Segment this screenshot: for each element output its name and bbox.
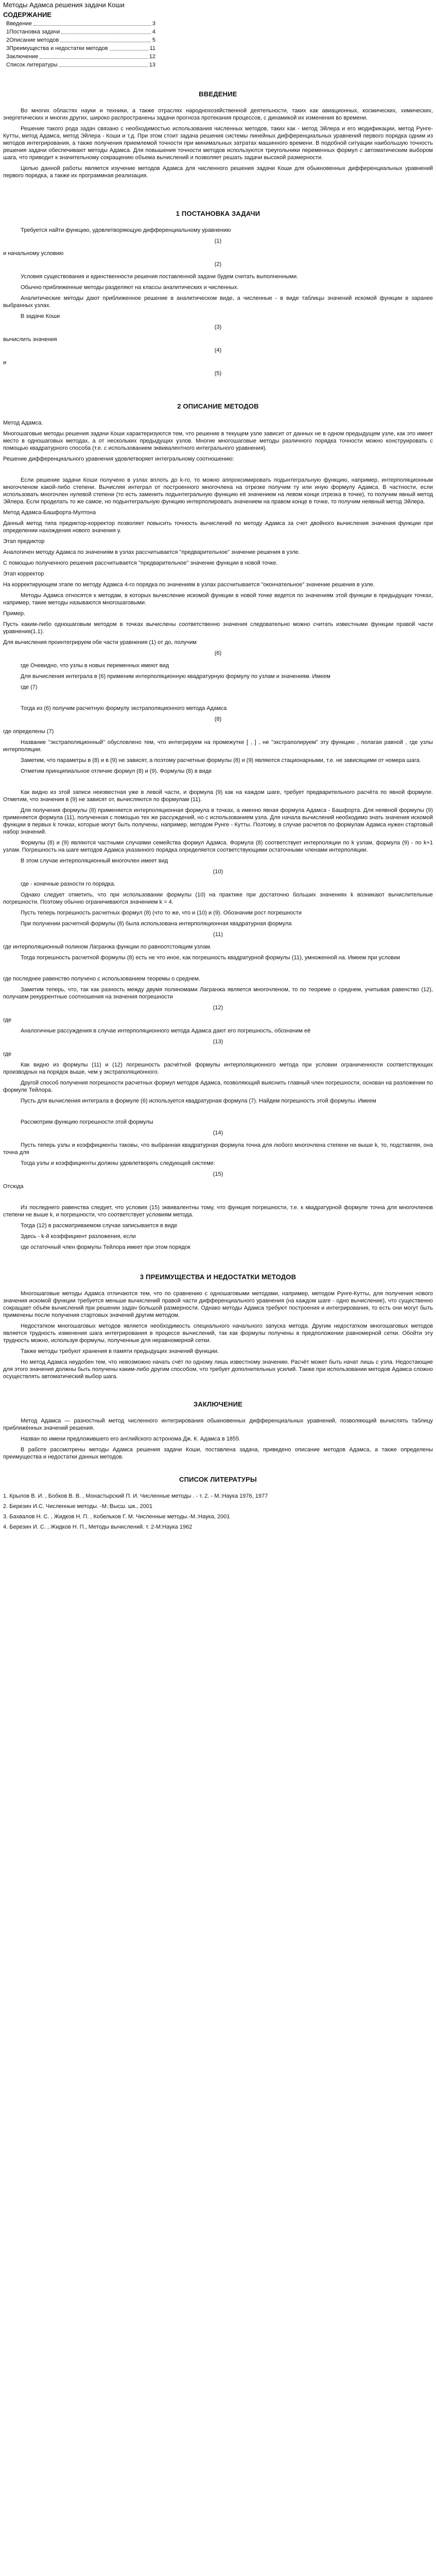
- paragraph: Многошаговые методы решения задачи Коши характеризуются тем, что решение в текущем узле зависит от данных не в одном предыдущем узле, как это имеет место в одношаговых методах, а от нескольких предыдущих узлов. Многие многошаговые методы различного порядка точности можно конструировать с помощью квадратурного способа (т.е. с использованием эквивалентного интегрального уравнения).: [3, 431, 433, 451]
- conclusion-heading: ЗАКЛЮЧЕНИЕ: [193, 1400, 243, 1408]
- toc-item-page: 13: [149, 62, 155, 68]
- paragraph: Аналогичен методу Адамса по значениям в узлах рассчитывается "предварительное" значение решения в узле.: [3, 549, 300, 555]
- paragraph: Другой способ получения погрешности расчетных формул методов Адамса, позволяющий выяснить главный член погрешности, основан на разложении по формуле Тейлора.: [3, 1080, 433, 1093]
- toc-item-label: Заключение: [6, 54, 39, 60]
- paragraph: Для вычисления проинтегрируем обе части уравнения (1) от до, получим: [3, 639, 197, 646]
- paragraph: Для получения формулы (8) применяется интерполяционная формула в точках, а именно явная формула Адамса - Башфорта. Для неявной формулы (9) применяется формула (11), полученная с помощью тех же рассуждений, но с использованием узла. Для начала вычислений необходимо знать значения искомой функции в первых k точках, которые могут быть получены, например, методом Рунге - Кутты. Поэтому, в случае расчетов по формулам Адамса нужен стартовый набор значений.: [3, 807, 433, 835]
- paragraph: Целью данной работы является изучение методов Адамса для численного решения задачи Коши для обыкновенных дифференциальных уравнений первого порядка, а также их программная реализация.: [3, 165, 433, 179]
- paragraph: Рассмотрим функцию погрешности этой формулы: [21, 1119, 153, 1125]
- paragraph: Обычно приближенные методы разделяют на классы аналитических и численных.: [21, 284, 239, 291]
- paragraph: Методы Адамса относятся к методам, в которых вычисление искомой функции в новой точке ведется по значениям этой функции в предыдущих точках, например, такие методы называются многошаговыми.: [3, 592, 433, 606]
- toc-item-page: 11: [149, 45, 155, 52]
- paragraph: Решение такого рода задач связано с необходимостью использования численных методов, таких как - метод Эйлера и его модификации, метод Рунге-Кутты, метод Адамса, метод Эйлера - Коши и т.д. При этом стоит задача решения системы линейных дифференциальных уравнений первого порядка одним из методов интегрирования, а также получения приемлемой точности при минимальных затратах машинного времени. В подобной ситуации наибольшую точность решения задачи обеспечивают методы Адамса. Для повышения точности методов используются треугольники переменных формул с автоматическим выбором шага, что приводит к значительному сокращению объема вычислений и позволяет решать задачи высокой размерности.: [3, 126, 433, 161]
- paragraph: и начальному условию: [3, 250, 64, 257]
- paragraph: Пусть теперь погрешность расчетных формул (8) (что то же, что и (10) и (9). Обозначим рост погрешности: [21, 910, 302, 916]
- paragraph: Тогда из (6) получим расчетную формулу экстраполяционного метода Адамса: [21, 705, 227, 711]
- equation-number: (1): [214, 238, 222, 244]
- toc-item[interactable]: [6, 28, 155, 36]
- paragraph: Заметим, что параметры в (8) и в (9) не зависят, а поэтому расчетные формулы (8) и (9) являются стационарными, т.е. не зависящими от номера шага.: [21, 757, 421, 764]
- intro-heading: ВВЕДЕНИЕ: [199, 90, 237, 98]
- paragraph: где интерполяционный полином Лагранжа функции по равноотстоящим узлам.: [3, 944, 212, 950]
- toc-leader: [61, 28, 151, 34]
- literature-item: 1. Крылов В. И. , Бобков В. В. , Монастырский П. И. Численные методы . - т. 2. - М.:Наука 1976, 1977: [3, 1493, 268, 1499]
- paragraph: Но метод Адамса неудобен тем, что невозможно начать счёт по одному лишь известному значению. Расчёт может быть начат лишь с узла. Недостающие для этого значения должны быть получены каким-либо другим способом, что требует дополнительных усилий. Также при использовании методов Адамса сложно осуществлять автоматический выбор шага.: [3, 1359, 433, 1380]
- document-page: [3, 0, 433, 1534]
- toc-heading: СОДЕРЖАНИЕ: [3, 11, 51, 19]
- paragraph: При получении расчетной формулы (8) была использована интерполяционная квадратурная формула: [21, 921, 292, 927]
- paragraph: Аналогичные рассуждения в случае интерполяционного метода Адамса дают его погрешность, обозначим её: [21, 1028, 311, 1034]
- section-2-heading: 2 ОПИСАНИЕ МЕТОДОВ: [177, 402, 259, 410]
- paragraph: Аналитические методы дают приближенное решение в аналитическом виде, а численные - в виде таблицы значений искомой функции в заранее выбранных узлах.: [3, 295, 433, 309]
- toc-item-page: 5: [152, 37, 155, 43]
- paragraph: Многошаговые методы Адамса отличаются тем, что по сравнению с одношаговыми методами, например, методом Рунге-Кутты, для получения нового значения искомой функции требуется меньше вычислений правой части дифференциального уравнения (на каждом шаге - одно вычисление), что существенно сокращает объём вычислений при решении задач большой размерности. Однако методы Адамса требуют построения и интегрирования, то есть они могут быть применены после получения стартовых значений другим методом.: [3, 1291, 433, 1318]
- equation-number: (4): [214, 347, 222, 353]
- paragraph: В работе рассмотрены методы Адамса решения задачи Коши, поставлена задача, приведено описание методов Адамса, а также определены преимущества и недостатки данных методов.: [3, 1447, 433, 1460]
- subheading: Этап корректор: [3, 571, 44, 577]
- equation-number: (15): [213, 1171, 223, 1177]
- toc-leader: [59, 61, 148, 67]
- subheading: Метод Адамса.: [3, 420, 43, 426]
- literature-list: [3, 1493, 433, 1531]
- paragraph: Также методы требуют хранения в памяти предыдущих значений функции.: [21, 1348, 219, 1354]
- paragraph: Тогда узлы и коэффициенты должны удовлетворять следующей системе:: [21, 1160, 215, 1166]
- paragraph: Из последнего равенства следует, что условия (15) эквивалентны тому, что функция погрешности, т.е. к квадратурной формуле точна для многочленов степени не выше k, и погрешности, что соответствует условиям метода.: [3, 1205, 433, 1218]
- paragraph: Отсюда: [3, 1183, 24, 1190]
- paragraph: На корректирующем этапе по методу Адамса 4-го порядка по значениям в узлах рассчитывается "окончательное" значение решения в узле.: [3, 582, 375, 588]
- paragraph: где - конечные разности го порядка.: [21, 881, 116, 887]
- paragraph: где Очевидно, что узлы в новых переменных имеют вид: [21, 663, 169, 669]
- toc-item-page: 3: [152, 21, 155, 27]
- table-of-contents: [6, 20, 155, 69]
- paragraph: где: [3, 1051, 12, 1057]
- equation-number: (8): [214, 716, 222, 722]
- paragraph: Назван по имени предложившего его английского астронома Дж. К. Адамса в 1855.: [21, 1436, 241, 1442]
- paragraph: где последнее равенство получено с использованием теоремы о среднем.: [3, 976, 201, 982]
- toc-leader: [60, 36, 151, 42]
- literature-heading: СПИСОК ЛИТЕРАТУРЫ: [179, 1476, 257, 1483]
- paragraph: Как видно из этой записи неизвестная уже в левой части, и формула (9) как на каждом шаге, требует предварительного расчёта по явной формуле. Отметим, что значения в (9) не зависят от, вычисляются по формулам (11).: [3, 789, 433, 803]
- paragraph: Во многих областях науки и техники, а также отраслях народнохозяйственной деятельности, таких как авиационных, космических, химических, энергетических и многих других, широко распространены задачи прогноза протекания процессов, с динамикой их изменения во времени.: [3, 108, 433, 121]
- subheading: Этап предиктор: [3, 538, 45, 545]
- section-3-heading: 3 ПРЕИМУЩЕСТВА И НЕДОСТАТКИ МЕТОДОВ: [139, 1273, 297, 1281]
- paragraph: Заметим теперь, что, так как разность между двумя полиномами Лагранжа является многочленом, то по теореме о среднем, учитывая равенство (12), получаем рекуррентные соотношения на значения погрешности: [3, 987, 433, 1000]
- paragraph: где остаточный член формулы Тейлора имеет при этом порядок: [21, 1244, 190, 1250]
- paragraph: Метод Адамса — разностный метод численного интегрирования обыкновенных дифференциальных уравнений, позволяющий вычислять таблицу приближённых значений решения.: [3, 1418, 433, 1431]
- literature-item: 2. Березин И.С. Численные методы. -М.:Высш. шк., 2001: [3, 1503, 153, 1510]
- paragraph: Отметим принципиальное отличие формул (8) и (9). Формулы (8) в виде: [21, 768, 212, 774]
- equation-number: (6): [214, 650, 222, 656]
- toc-item-label: 2Описание методов: [6, 37, 59, 43]
- toc-leader: [40, 53, 147, 59]
- paragraph: Тогда погрешность расчетной формулы (8) есть не что иное, как погрешность квадратурной формулы (11), умноженной на. Имеем при условии: [21, 955, 400, 961]
- paragraph: Пусть для вычисления интеграла в формуле (6) используется квадратурная формула (7). Найдем погрешность этой формулы. Имеем: [21, 1098, 376, 1104]
- paragraph: Однако следует отметить, что при использовании формулы (10) на практике при достаточно больших значениях k возникают вычислительные погрешности. Поэтому обычно ограничиваются значением k = 4.: [3, 892, 433, 905]
- paragraph: В задаче Коши: [21, 313, 60, 319]
- toc-item[interactable]: [6, 61, 155, 69]
- paragraph: Пусть теперь узлы и коэффициенты таковы, что выбранная квадратурная формула точна для любого многочлена степени не выше k, то, подставляя, она точна для: [3, 1142, 433, 1156]
- paragraph: вычислить значения: [3, 336, 57, 343]
- paragraph: где: [3, 1017, 12, 1023]
- paragraph: Тогда (12) в рассматриваемом случае записывается в виде: [21, 1223, 178, 1229]
- paragraph: Здесь - k-й коэффициент разложения, если: [21, 1233, 136, 1240]
- document-title: Методы Адамса решения задачи Коши: [3, 1, 125, 9]
- paragraph: Решение дифференциального уравнения удовлетворяет интегральному соотношению:: [3, 456, 234, 462]
- paragraph: Название "экстраполяционный" обусловлено тем, что интегрируем на промежутке [ , ] , не "экстраполируем" эту функцию , полагая равной , где узлы интерполяции.: [3, 739, 433, 753]
- toc-item[interactable]: [6, 36, 155, 44]
- equation-number: (3): [214, 324, 222, 330]
- paragraph: Формулы (8) и (9) являются частными случаями семейства формул Адамса. Формула (8) соответствует интерполяции по k узлам, формула (9) - по k+1 узлам. Погрешность на шаге методов Адамса указанного порядка определяется соответствующими остаточными членами интерполяции.: [3, 840, 433, 853]
- toc-item[interactable]: [6, 44, 155, 53]
- paragraph: С помощью полученного решения рассчитывается "предварительное" значение функции в новой точке.: [3, 560, 278, 566]
- paragraph: Как видно из формулы (11) и (12) погрешность расчётной формулы интерполяционного метода при условии ограниченности соответствующих производных на порядок выше, чем у экстраполяционного.: [3, 1062, 433, 1075]
- literature-item: 3. Бахвалов Н. С. , Жидков Н. П. , Кобельков Г. М. Численные методы.-М.:Наука, 2001: [3, 1514, 230, 1520]
- toc-item-label: 1Постановка задачи: [6, 29, 60, 35]
- paragraph: Данный метод типа предиктор-корректор позволяет повысить точность вычислений по методу Адамса за счет двойного вычисления значения функции при определении нахождения нового значения у.: [3, 520, 433, 534]
- paragraph: где определены (7): [3, 728, 54, 735]
- subheading: Метод Адамса-Башфорта-Мултона: [3, 510, 96, 516]
- toc-item[interactable]: [6, 53, 155, 61]
- toc-item-label: 3Преимущества и недостатки методов: [6, 45, 108, 52]
- equation-number: (12): [213, 1005, 223, 1011]
- subheading: Пример.: [3, 611, 26, 617]
- toc-item-page: 4: [152, 29, 155, 35]
- paragraph: Требуется найти функцию, удовлетворяющую дифференциальному уравнению: [21, 227, 231, 233]
- equation-number: (10): [213, 869, 223, 875]
- paragraph: и: [3, 360, 7, 366]
- paragraph: Для вычисления интеграла в (6) применим интерполяционную квадратурную формулу по узлам и значениям. Имеем: [21, 673, 330, 680]
- paragraph: где (7): [21, 684, 38, 690]
- paragraph: Пусть каким-либо одношаговым методом в точках вычислены соответственно значения следовательно можно считать известными функции правой части уравнения(1.1).: [3, 621, 433, 635]
- toc-item[interactable]: [6, 20, 155, 28]
- paragraph: Условия существования и единственности решения поставленной задачи будем считать выполненными.: [21, 274, 299, 280]
- equation-number: (11): [213, 931, 223, 938]
- paragraph: Недостатком многошаговых методов является необходимость специального начального запуска метода. Другим недостатком многошаговых методов является трудность изменения шага интегрирования в процессе вычислений, так как формулы получены в предположении равномерной сетки. Обойти эту трудность можно, используя формулы, полученные для неравномерной сетки.: [3, 1323, 433, 1344]
- equation-number: (13): [213, 1039, 223, 1045]
- equation-number: (14): [213, 1130, 223, 1136]
- paragraph: Если решение задачи Коши получено в узлах вплоть до k-го, то можно аппроксимировать подынтегральную функцию, например, интерполяционным многочленом какой-либо степени. Вычисляя интеграл от построенного многочлена на отрезке получим ту или иную формулу Адамса. В частности, если использовать многочлен нулевой степени (то есть заменить подынтегральную функцию её значением на левом конце отрезка в точке), то получим явный метод Эйлера. Если проделать то же самое, но подынтегральную функцию интерполировать значением на правом конце в точке, то получим неявный метод Эйлера.: [3, 477, 433, 505]
- toc-item-label: Список литературы: [6, 62, 58, 68]
- toc-item-page: 12: [149, 54, 155, 60]
- toc-leader: [33, 20, 151, 26]
- literature-item: 4. Березин И. С. , Жидков Н. П., Методы вычислений. т. 2-М:Наука 1962: [3, 1524, 193, 1530]
- equation-number: (5): [214, 370, 222, 377]
- toc-leader: [110, 44, 148, 50]
- toc-item-label: Введение: [6, 21, 32, 27]
- paragraph: В этом случае интерполяционный многочлен имеет вид: [21, 858, 168, 864]
- section-1-heading: 1 ПОСТАНОВКА ЗАДАЧИ: [176, 210, 260, 217]
- equation-number: (2): [214, 261, 222, 267]
